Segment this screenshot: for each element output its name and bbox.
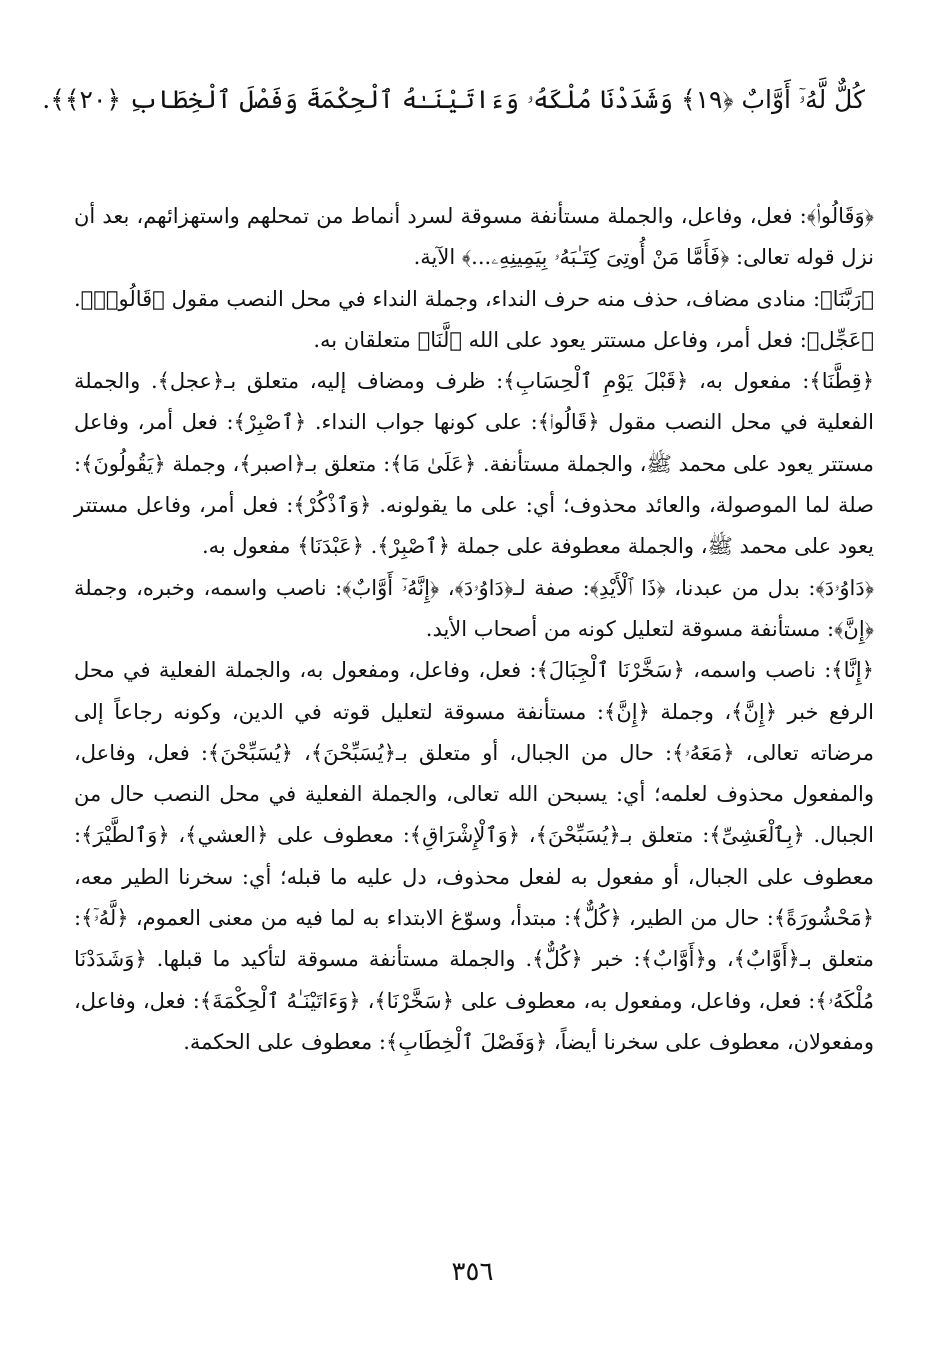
paragraph: ﴿وَقَالُوا۟﴾: فعل، وفاعل، والجملة مستأنفة مسوقة لسرد أنماط من تمحلهم واستهزائهم، بعد أن نزل قوله تعالى: ﴿فَأَمَّا مَنْ أُوتِىَ كِتَـٰبَهُۥ بِيَمِينِهِۦ...﴾ الآية. [74, 204, 874, 270]
paragraph: ﴿رَبَّنَا﴾: منادى مضاف، حذف منه حرف النداء، وجملة النداء في محل النصب مقول ﴿قَالُوا۟﴾. ﴿عَجِّل﴾: فعل أمر، وفاعل مستتر يعود على الله ﴿لَّنَا﴾ متعلقان به. [74, 286, 874, 352]
paragraph: ﴿دَاوُۥدَ﴾: بدل من عبدنا، ﴿ذَا ٱلْأَيْدِ﴾: صفة لـ﴿دَاوُۥدَ﴾، ﴿إِنَّهُۥٓ أَوَّابٌ﴾: ناصب واسمه، وخبره، وجملة ﴿إِنَّ﴾: مستأنفة مسوقة لتعليل كونه من أصحاب الأيد. [74, 575, 874, 641]
paragraph: ﴿قِطَّنَا﴾: مفعول به، ﴿قَبْلَ يَوْمِ ٱلْحِسَابِ﴾: ظرف ومضاف إليه، متعلق بـ﴿عجل﴾. والجملة الفعلية في محل النصب مقول ﴿قَالُوا۟﴾: على كونها جواب النداء. ﴿ٱصْبِرْ﴾: فعل أمر، وفاعل مستتر يعود على محمد ﷺ، والجملة مستأنفة. ﴿عَلَىٰ مَا﴾: متعلق بـ﴿اصبر﴾، وجملة ﴿يَقُولُونَ﴾: صلة لما الموصولة، والعائد محذوف؛ أي: على ما يقولونه. ﴿وَٱذْكُرْ﴾: فعل أمر، وفاعل مستتر يعود على محمد ﷺ، والجملة معطوفة على جملة ﴿ٱصْبِرْ﴾. ﴿عَبْدَنَا﴾ مفعول به. [74, 369, 874, 559]
page-number: ٣٥٦ [451, 1257, 494, 1287]
verse-header: كُلٌّ لَّهُۥٓ أَوَّابٌ ﴿١٩﴾ وَشَدَدْنَا مُلْكَهُۥ وَءَاتَيْنَـٰهُ ٱلْحِكْمَةَ وَفَصْلَ ٱلْخِطَابِ ﴿٢٠﴾﴾. [42, 85, 865, 114]
paragraph: ﴿إِنَّا﴾: ناصب واسمه، ﴿سَخَّرْنَا ٱلْجِبَالَ﴾: فعل، وفاعل، ومفعول به، والجملة الفعلية في محل الرفع خبر ﴿إِنَّ﴾، وجملة ﴿إِنَّ﴾: مستأنفة مسوقة لتعليل قوته في الدين، وكونه رجاعاً إلى مرضاته تعالى، ﴿مَعَهُۥ﴾: حال من الجبال، أو متعلق بـ﴿يُسَبِّحْنَ﴾، ﴿يُسَبِّحْنَ﴾: فعل، وفاعل، والمفعول محذوف لعلمه؛ أي: يسبحن الله تعالى، والجملة الفعلية في محل النصب حال من الجبال. ﴿بِٱلْعَشِىِّ﴾: متعلق بـ﴿يُسَبِّحْنَ﴾، ﴿وَٱلْإِشْرَاقِ﴾: معطوف على ﴿العشي﴾، ﴿وَٱلطَّيْرَ﴾: معطوف على الجبال، أو مفعول به لفعل محذوف، دل عليه ما قبله؛ أي: سخرنا الطير معه، ﴿مَحْشُورَةً﴾: حال من الطير، ﴿كُلٌّ﴾: مبتدأ، وسوّغ الابتداء به لما فيه من معنى العموم، ﴿لَّهُۥٓ﴾: متعلق بـ﴿أَوَّابٌ﴾، و﴿أَوَّابٌ﴾: خبر ﴿كُلٌّ﴾. والجملة مستأنفة مسوقة لتأكيد ما قبلها. ﴿وَشَدَدْنَا مُلْكَهُۥ﴾: فعل، وفاعل، ومفعول به، معطوف على ﴿سَخَّرْنَا﴾، ﴿وَءَاتَيْنَـٰهُ ٱلْحِكْمَةَ﴾: فعل، وفاعل، ومفعولان، معطوف على سخرنا أيضاً، ﴿وَفَصْلَ ٱلْخِطَابِ﴾: معطوف على الحكمة. [74, 658, 874, 1054]
commentary-body [74, 196, 874, 1063]
